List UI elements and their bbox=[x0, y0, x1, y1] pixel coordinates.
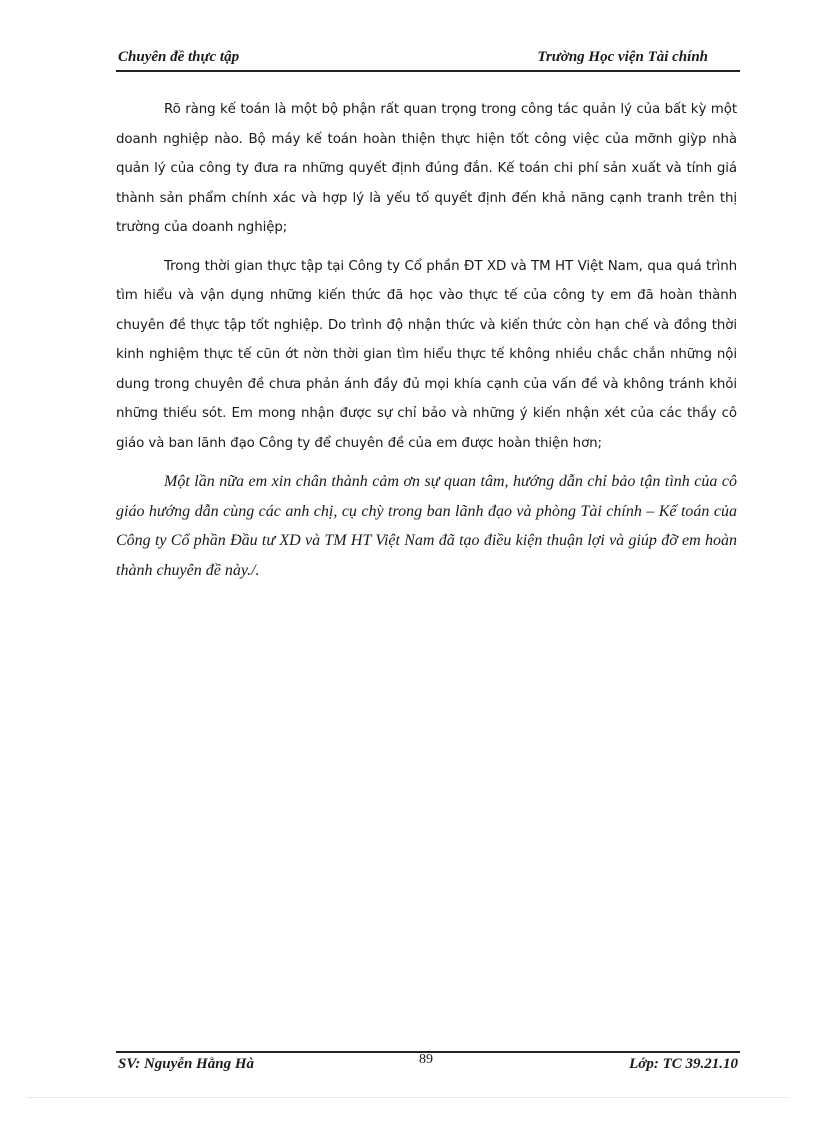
header-divider bbox=[116, 70, 740, 72]
body-paragraph: Rõ ràng kế toán là một bộ phận rất quan trọng trong công tác quản lý của bất kỳ một doanh nghiệp nào. Bộ máy kế toán hoàn thiện thực hiện tốt công việc của mỡnh giỳp nhà quản lý của công ty đưa ra những quyết định đúng đắn. Kế toán chi phí sản xuất và tính giá thành sản phẩm chính xác và hợp lý là yếu tố quyết định đến khả năng cạnh tranh trên thị trường của doanh nghiệp; bbox=[116, 102, 737, 235]
page-number: 89 bbox=[419, 1052, 433, 1067]
header-topic: Chuyên đề thực tập bbox=[118, 49, 240, 65]
footer-student-name: SV: Nguyễn Hằng Hà bbox=[118, 1056, 254, 1072]
header-school: Trường Học viện Tài chính bbox=[537, 49, 708, 65]
body-paragraph: Trong thời gian thực tập tại Công ty Cổ phần ĐT XD và TM HT Việt Nam, qua quá trình tìm hiểu và vận dụng những kiến thức đã học vào thực tế của công ty em đã hoàn thành chuyên đề thực tập tốt nghiệp. Do trình độ nhận thức và kiến thức còn hạn chế và đồng thời kinh nghiệm thực tế cũn ớt nờn thời gian tìm hiểu thực tế không nhiều chắc chắn những nội dung trong chuyên đề chưa phản ánh đầy đủ mọi khía cạnh của vấn đề và không tránh khỏi những thiếu sót. Em mong nhận được sự chỉ bảo và những ý kiến nhận xét của các thầy cô giáo và ban lãnh đạo Công ty để chuyên đề của em được hoàn thiện hơn; bbox=[116, 258, 737, 451]
footer-class: Lớp: TC 39.21.10 bbox=[629, 1056, 738, 1072]
page-header bbox=[116, 49, 740, 69]
page-footer bbox=[116, 1052, 740, 1078]
document-body bbox=[116, 95, 737, 594]
closing-paragraph: Một lần nữa em xin chân thành cảm ơn sự quan tâm, hướng dẫn chỉ bảo tận tình của cô giáo hướng dẫn cùng các anh chị, cụ chỳ trong ban lãnh đạo và phòng Tài chính – Kế toán của Công ty Cổ phần Đầu tư XD và TM HT Việt Nam đã tạo điều kiện thuận lợi và giúp đỡ em hoàn thành chuyên đề này./. bbox=[116, 473, 737, 579]
page-edge-divider bbox=[28, 1097, 788, 1098]
